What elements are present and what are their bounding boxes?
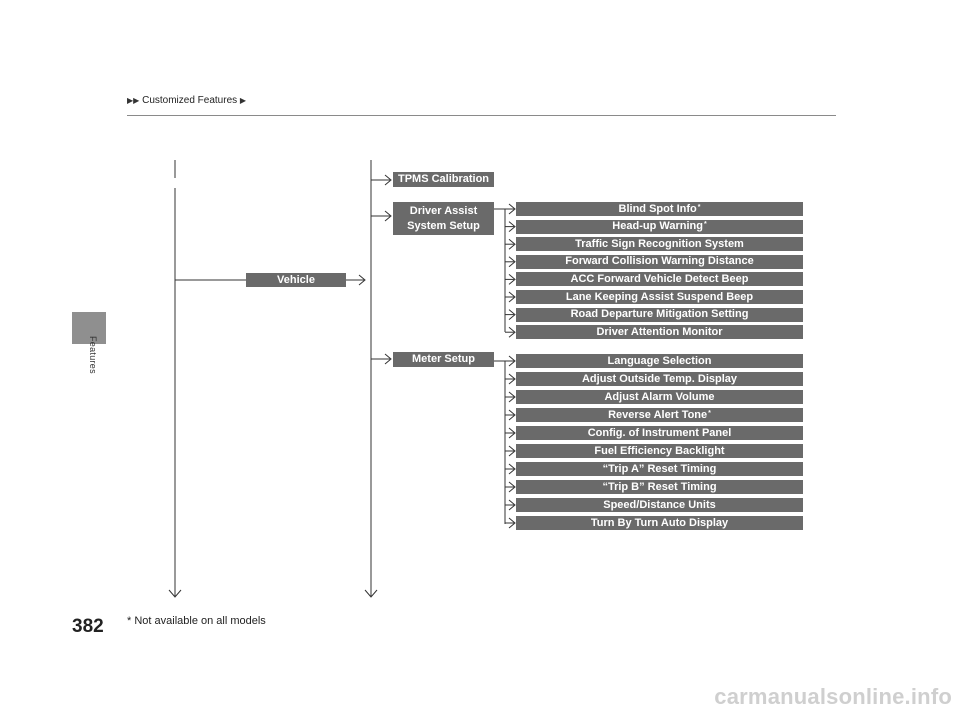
footnote: * Not available on all models xyxy=(127,615,266,627)
driver_assist-item-label: Lane Keeping Assist Suspend Beep xyxy=(565,290,754,303)
meter-item xyxy=(516,354,803,368)
driver_assist-item xyxy=(516,220,803,234)
page-number: 382 xyxy=(72,616,104,637)
meter-item xyxy=(516,372,803,386)
driver_assist-item xyxy=(516,272,803,286)
meter-item-label: Reverse Alert Tone xyxy=(608,408,708,421)
driver_assist-item xyxy=(516,290,803,304)
meter-setup-box: Meter Setup xyxy=(393,352,494,367)
driver_assist-item-label: Traffic Sign Recognition System xyxy=(575,237,744,250)
footnote-marker: * xyxy=(708,409,711,417)
meter-item xyxy=(516,408,803,422)
driver_assist-item xyxy=(516,202,803,216)
driver_assist-item-label: Driver Attention Monitor xyxy=(596,325,723,338)
breadcrumb-arrow-icon: ▶ xyxy=(239,96,247,105)
meter-item-label: Adjust Alarm Volume xyxy=(604,390,715,403)
meter-item-label: Turn By Turn Auto Display xyxy=(590,516,729,529)
driver_assist-item-label: Blind Spot Info xyxy=(618,202,697,215)
meter-item-label: “Trip A” Reset Timing xyxy=(602,462,717,475)
meter-item-label: Fuel Efficiency Backlight xyxy=(594,444,725,457)
meter-item xyxy=(516,516,803,530)
breadcrumb-label: Customized Features xyxy=(142,95,238,106)
driver_assist-item xyxy=(516,308,803,322)
meter-item xyxy=(516,426,803,440)
tpms-calibration-box: TPMS Calibration xyxy=(393,172,494,187)
meter-item xyxy=(516,390,803,404)
driver-assist-box: Driver Assist System Setup xyxy=(393,202,494,235)
meter-item-label: Language Selection xyxy=(607,354,712,367)
driver_assist-item xyxy=(516,325,803,339)
meter-item-label: “Trip B” Reset Timing xyxy=(602,480,717,493)
driver_assist-item xyxy=(516,255,803,269)
meter-item xyxy=(516,498,803,512)
section-label: Features xyxy=(88,336,98,374)
driver_assist-item-label: Forward Collision Warning Distance xyxy=(565,255,754,268)
driver_assist-item-label: Road Departure Mitigation Setting xyxy=(570,308,749,321)
meter-item xyxy=(516,462,803,476)
driver_assist-item-label: ACC Forward Vehicle Detect Beep xyxy=(570,272,749,285)
meter-item xyxy=(516,480,803,494)
watermark: carmanualsonline.info xyxy=(714,684,952,709)
vehicle-box: Vehicle xyxy=(246,273,346,287)
meter-item-label: Adjust Outside Temp. Display xyxy=(581,372,738,385)
footnote-marker: * xyxy=(697,203,701,211)
driver_assist-item xyxy=(516,237,803,251)
meter-item-label: Speed/Distance Units xyxy=(603,498,716,511)
breadcrumb-arrow-icon: ▶▶ xyxy=(127,96,140,105)
footnote-marker: * xyxy=(703,221,707,229)
meter-item xyxy=(516,444,803,458)
driver_assist-item-label: Head-up Warning xyxy=(612,220,703,233)
meter-item-label: Config. of Instrument Panel xyxy=(587,426,732,439)
